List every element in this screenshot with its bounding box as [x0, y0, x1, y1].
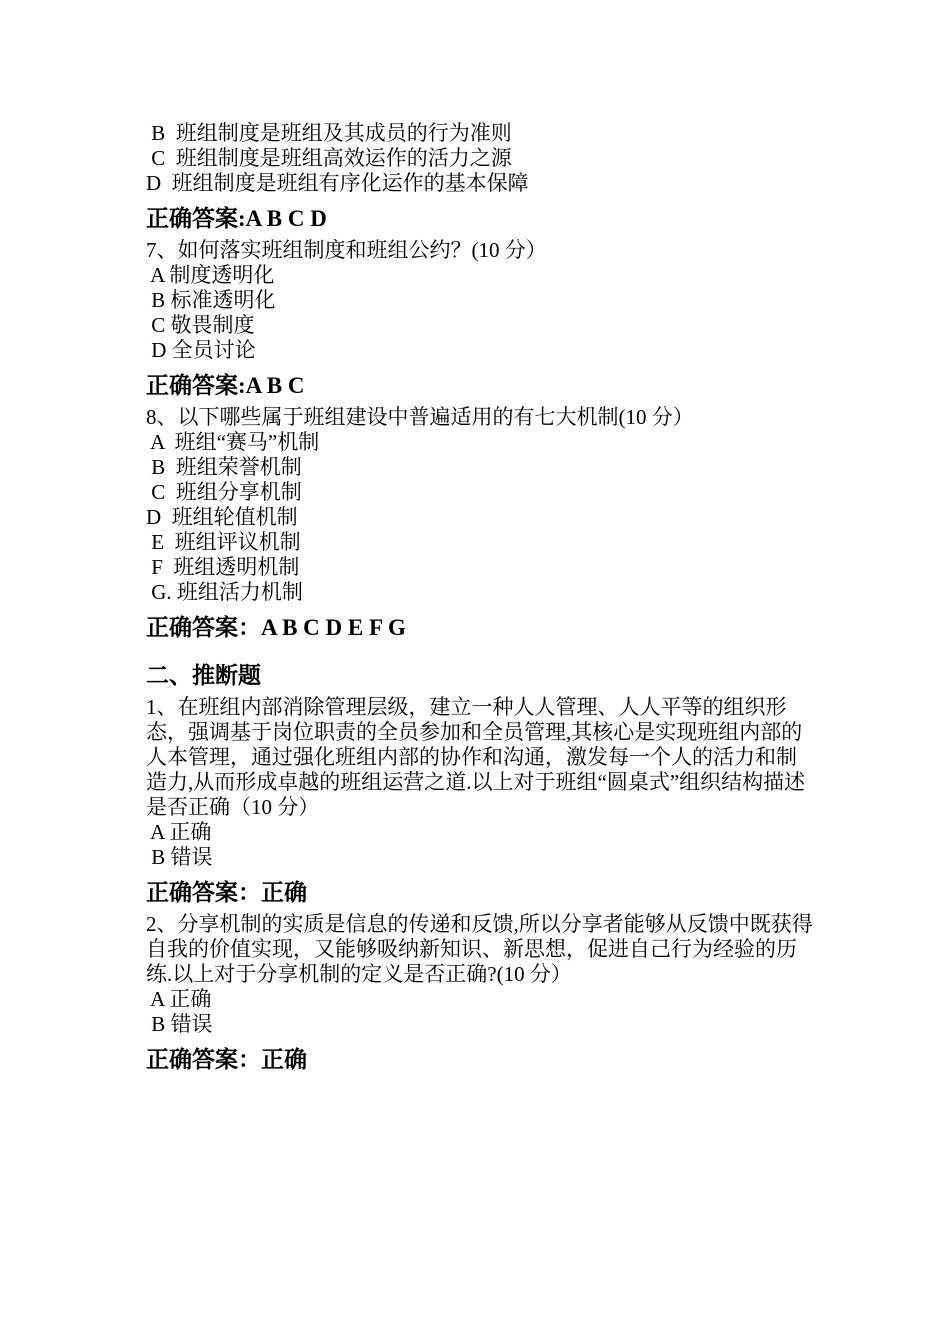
option-f: F 班组透明机制 [146, 555, 300, 579]
question-block-6 [146, 121, 816, 234]
option-g: G. 班组活力机制 [146, 580, 303, 604]
question-text: 1、在班组内部消除管理层级，建立一种人人管理、人人平等的组织形态，强调基于岗位职责的全员参加和全员管理,其核心是实现班组内部的人本管理，通过强化班组内部的协作和沟通，激发每一个人的活力和制造力,从而形成卓越的班组运营之道.以上对于班组“圆桌式”组织结构描述是否正确（10 分） [146, 695, 806, 819]
option-a: A 制度透明化 [146, 263, 275, 287]
document-content [146, 121, 816, 1079]
question-text: 7、如何落实班组制度和班组公约？(10 分） [146, 238, 547, 262]
option-e: E 班组评议机制 [146, 530, 301, 554]
option-c: C 班组分享机制 [146, 480, 302, 504]
option-a: A 正确 [146, 820, 212, 844]
correct-answer: 正确答案:A B C D [146, 206, 327, 231]
question-text: 8、以下哪些属于班组建设中普遍适用的有七大机制(10 分） [146, 405, 694, 429]
option-b: B 错误 [146, 1012, 213, 1036]
correct-answer: 正确答案：A B C D E F G [146, 615, 406, 640]
option-d: D 班组轮值机制 [146, 505, 298, 529]
option-c: C 班组制度是班组高效运作的活力之源 [146, 146, 512, 170]
option-a: A 正确 [146, 987, 212, 1011]
question-block-8 [146, 405, 816, 643]
option-b: B 班组荣誉机制 [146, 455, 302, 479]
question-block-7 [146, 238, 816, 401]
option-d: D 全员讨论 [146, 338, 256, 362]
option-b: B 错误 [146, 845, 213, 869]
correct-answer: 正确答案：正确 [146, 1047, 307, 1072]
option-b: B 标准透明化 [146, 288, 276, 312]
option-a: A 班组“赛马”机制 [146, 430, 320, 454]
option-b: B 班组制度是班组及其成员的行为准则 [146, 121, 512, 145]
judgment-block-2 [146, 912, 816, 1075]
judgment-block-1 [146, 695, 816, 908]
correct-answer: 正确答案：正确 [146, 880, 307, 905]
option-d: D 班组制度是班组有序化运作的基本保障 [146, 171, 529, 195]
section-heading: 二、推断题 [146, 663, 261, 688]
option-c: C 敬畏制度 [146, 313, 255, 337]
question-text: 2、分享机制的实质是信息的传递和反馈,所以分享者能够从反馈中既获得自我的价值实现，又能够吸纳新知识、新思想，促进自己行为经验的历练.以上对于分享机制的定义是否正确?(10 分） [146, 912, 813, 986]
correct-answer: 正确答案:A B C [146, 373, 305, 398]
